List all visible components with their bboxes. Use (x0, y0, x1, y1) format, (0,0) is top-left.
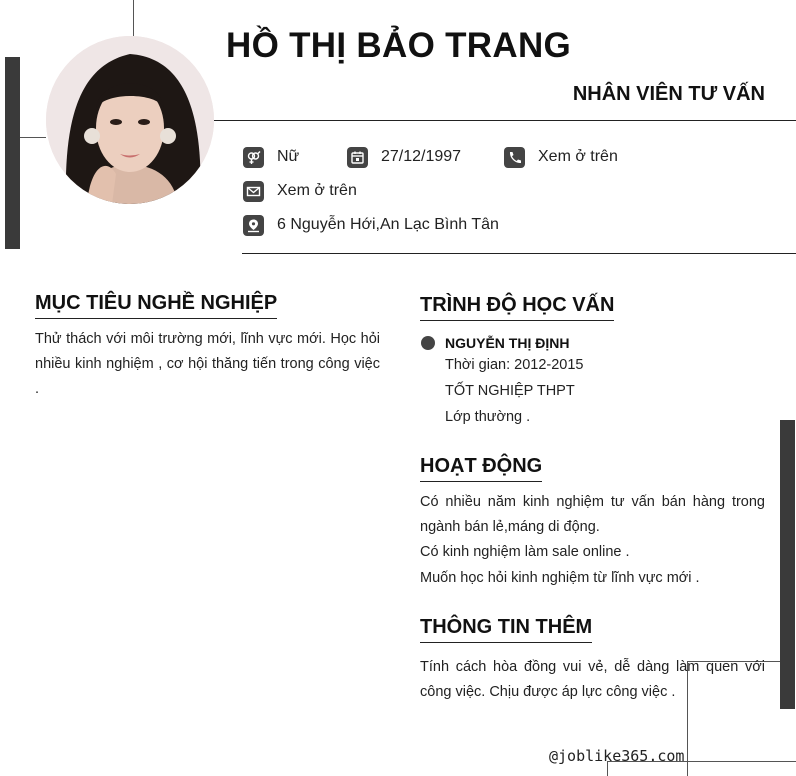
education-degree: TỐT NGHIỆP THPT (445, 383, 575, 399)
header-divider (214, 120, 796, 121)
education-section (420, 294, 765, 321)
location-icon (243, 215, 264, 236)
education-period: Thời gian: 2012-2015 (445, 357, 584, 373)
decor-right-bar (780, 420, 795, 709)
school-name: NGUYỄN THỊ ĐỊNH (445, 335, 570, 351)
objective-section (35, 292, 380, 402)
phone-value: Xem ở trên (538, 148, 618, 165)
contact-gender (243, 145, 299, 169)
contact-divider (242, 253, 796, 254)
education-entry (445, 333, 584, 430)
decor-left-connector (20, 137, 46, 138)
email-icon (243, 181, 264, 202)
gender-value: Nữ (277, 148, 300, 165)
candidate-name: HỒ THỊ BẢO TRANG (226, 26, 572, 65)
contact-email (243, 179, 357, 203)
education-title: TRÌNH ĐỘ HỌC VẤN (420, 294, 614, 321)
phone-icon (504, 147, 525, 168)
birthday-value: 27/12/1997 (381, 148, 462, 165)
activities-section (420, 455, 765, 591)
decor-left-bar (5, 57, 20, 249)
contact-phone (504, 145, 618, 169)
address-value: 6 Nguyễn Hới,An Lạc Bình Tân (277, 216, 499, 233)
contact-birthday (347, 145, 461, 169)
objective-text: Thử thách với môi trường mới, lĩnh vực mới. Học hỏi nhiều kinh nghiệm , cơ hội thăng tiến trong công việc . (35, 331, 380, 397)
calendar-icon (347, 147, 368, 168)
gender-icon (243, 147, 264, 168)
avatar (46, 36, 214, 204)
extra-info-section (420, 616, 765, 705)
objective-title: MỤC TIÊU NGHỀ NGHIỆP (35, 292, 277, 319)
extra-info-text: Tính cách hòa đồng vui vẻ, dễ dàng làm quen với công việc. Chịu được áp lực công việc . (420, 659, 765, 700)
contact-address (243, 213, 499, 237)
activities-title: HOẠT ĐỘNG (420, 455, 542, 482)
decor-vertical-line-top (133, 0, 134, 36)
education-note: Lớp thường . (445, 409, 531, 425)
email-value: Xem ở trên (277, 182, 357, 199)
watermark: @joblike365.com (549, 747, 685, 765)
activities-line-2: Có kinh nghiệm làm sale online . (420, 544, 630, 560)
job-position: NHÂN VIÊN TƯ VẤN (572, 83, 765, 105)
education-bullet (421, 336, 435, 350)
activities-line-1: Có nhiều năm kinh nghiệm tư vấn bán hàng trong ngành bán lẻ,máng di động. (420, 494, 765, 535)
extra-info-title: THÔNG TIN THÊM (420, 616, 592, 643)
activities-line-3: Muốn học hỏi kinh nghiệm từ lĩnh vực mới . (420, 570, 700, 586)
